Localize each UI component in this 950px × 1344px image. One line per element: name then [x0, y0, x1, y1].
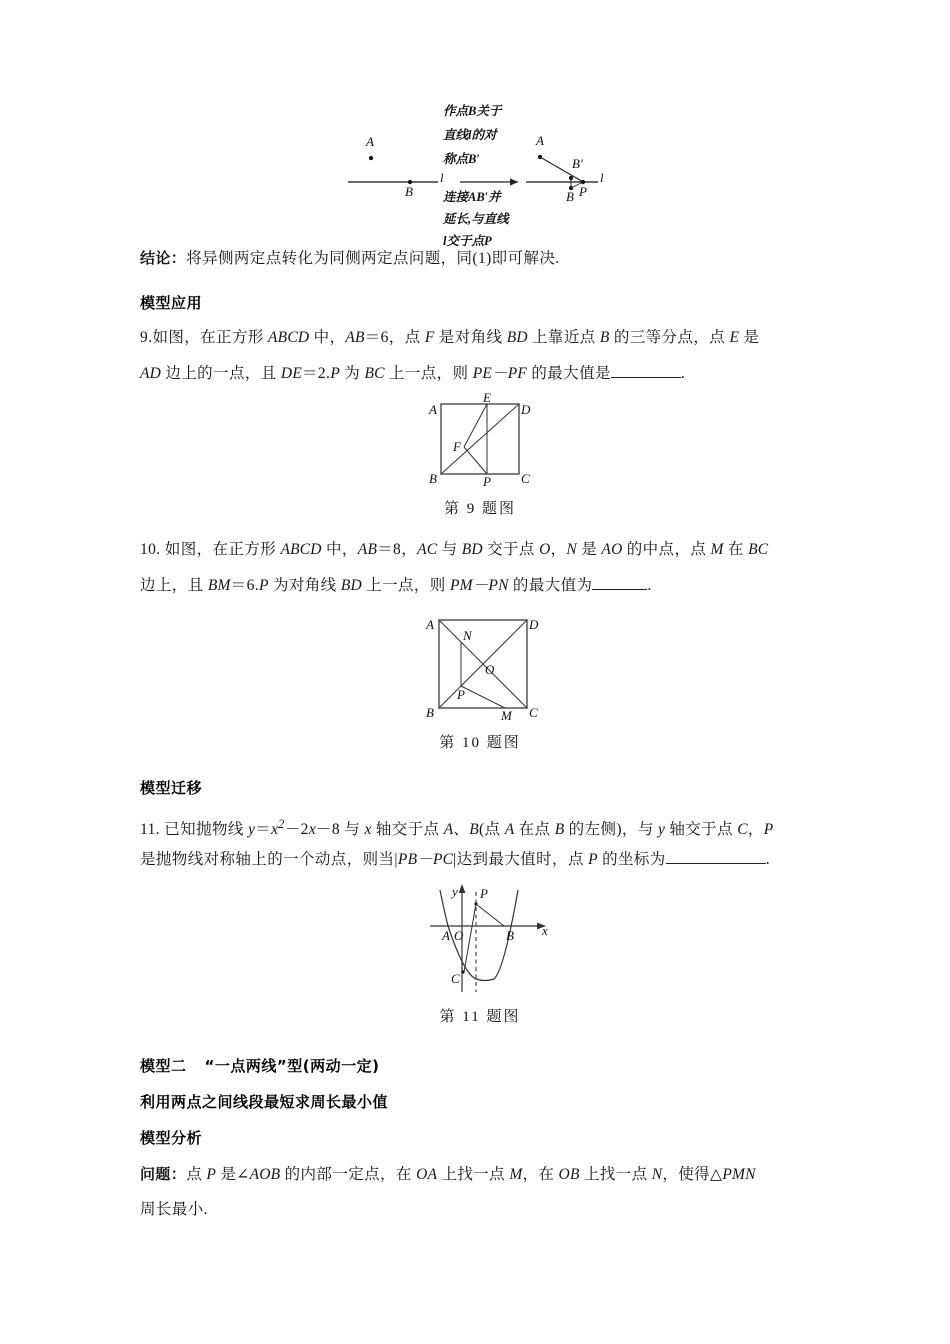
parabola-figure-11 — [418, 874, 558, 996]
p11-t1: 已知抛物线 — [160, 821, 249, 839]
problem-10-answer-blank[interactable] — [592, 575, 647, 590]
p11-B: B — [469, 821, 479, 839]
p10-t6: ， — [550, 541, 567, 558]
problem-9-number: 9. — [140, 329, 153, 346]
p10-ab: AB — [357, 541, 378, 558]
q-t2: 是∠ — [216, 1166, 250, 1183]
section-model-application — [140, 285, 820, 322]
point-a-label-right: A — [536, 133, 544, 148]
fig10-label-P: P — [457, 687, 465, 702]
p11-y: y — [248, 821, 256, 839]
fig9-label-E: E — [483, 390, 491, 405]
p9-t11: 上一点，则 — [384, 365, 473, 382]
p11-P2: P — [588, 851, 598, 868]
p9-pe-pf: PE－PF — [472, 365, 528, 382]
p11-t8: ， — [747, 821, 764, 839]
conclusion-text: 将异侧两定点转化为同侧两定点问题，同(1)即可解决. — [186, 250, 560, 267]
p10-t14: 的最大值为 — [508, 577, 593, 594]
p9-t9: ＝2. — [301, 365, 331, 382]
fig10-label-A: A — [426, 617, 434, 632]
p11-t7: 轴交于点 — [665, 821, 738, 839]
q-t6: 上找一点 — [579, 1166, 652, 1183]
p11-t10: |达到最大值时，点 — [453, 851, 589, 868]
model-two-subtitle-row — [140, 1084, 820, 1121]
model-analysis-row — [140, 1120, 820, 1157]
model-two-title-prefix: 模型二 — [140, 1057, 187, 1075]
p11-eq3: －8 与 — [315, 821, 365, 839]
p10-t5: 交于点 — [482, 541, 540, 558]
question-label: 问题： — [140, 1165, 187, 1183]
fig9-label-B: B — [429, 471, 437, 486]
p11-t4: (点 — [478, 821, 505, 839]
model-two-question-line-2 — [140, 1192, 820, 1228]
model-two-question-line-1 — [140, 1156, 820, 1193]
p9-t1: 如图，在正方形 — [152, 329, 269, 346]
q-P: P — [206, 1166, 217, 1183]
fig11-label-C: C — [451, 971, 460, 986]
p9-t6: 的三等分点，点 — [609, 329, 730, 346]
fig9-label-D: D — [521, 402, 531, 417]
annotation-above-line-3: 称点B′ — [443, 152, 480, 166]
q-t4: 上找一点 — [437, 1166, 510, 1183]
p10-bc: BC — [748, 541, 769, 558]
p9-abcd: ABCD — [268, 329, 310, 346]
p11-A2: A — [504, 821, 515, 839]
q-M: M — [509, 1166, 523, 1183]
p10-ac: AC — [417, 541, 438, 558]
fig10-label-B: B — [426, 705, 434, 720]
p11-t5: 在点 — [514, 821, 555, 839]
q-t1: 点 — [186, 1166, 207, 1183]
p11-A: A — [443, 821, 454, 839]
p9-b: B — [599, 329, 610, 346]
q-OA: OA — [416, 1166, 438, 1183]
p10-ao: AO — [601, 541, 623, 558]
p9-ab: AB — [345, 329, 365, 346]
p10-t7: 是 — [576, 541, 602, 558]
problem-11-number: 11. — [140, 821, 160, 839]
fig9-label-F: F — [453, 439, 461, 454]
p10-t8: 的中点，点 — [622, 541, 711, 558]
p9-bc: BC — [364, 365, 385, 382]
conclusion-label: 结论： — [140, 249, 187, 267]
problem-11-answer-blank[interactable] — [666, 849, 766, 864]
p11-yaxis: y — [658, 821, 666, 839]
problem-10-number: 10. — [140, 541, 161, 558]
p9-t4: 是对角线 — [434, 329, 507, 346]
problem-11-figure-caption: 第 11 题图 — [439, 1009, 521, 1025]
point-b-prime-label-right: B′ — [572, 156, 583, 171]
p10-t3: ＝8， — [377, 541, 418, 558]
p10-t9: 在 — [723, 541, 749, 558]
q-t5: ，在 — [522, 1166, 559, 1183]
fig11-label-O: O — [454, 928, 464, 943]
line-l-label-left: l — [440, 170, 444, 185]
fig11-label-y: y — [452, 884, 458, 899]
q-N: N — [651, 1166, 663, 1183]
fig11-label-A: A — [442, 928, 450, 943]
p9-e: E — [729, 329, 740, 346]
square-abcd-figure-10 — [417, 608, 552, 724]
p9-t5: 上靠近点 — [527, 329, 600, 346]
model-application-heading: 模型应用 — [140, 294, 203, 312]
p11-x2: x — [308, 821, 316, 839]
fig10-label-M: M — [501, 708, 512, 723]
fig11-label-B: B — [506, 928, 514, 943]
p11-t11: 的坐标为 — [597, 851, 666, 868]
p11-sup: 2 — [278, 817, 285, 831]
fig11-label-x: x — [542, 923, 548, 938]
p10-period: . — [647, 577, 652, 594]
problem-11-line-2 — [140, 842, 820, 878]
p11-xaxis: x — [364, 821, 372, 839]
q-t3: 的内部一定点，在 — [280, 1166, 417, 1183]
question-line-2-text: 周长最小. — [140, 1201, 208, 1218]
problem-10-figure-caption: 第 10 题图 — [439, 735, 521, 751]
square-abcd-figure-9 — [423, 392, 543, 488]
p9-t3: ＝6，点 — [364, 329, 425, 346]
model-transfer-heading: 模型迁移 — [140, 779, 203, 797]
fig10-label-O: O — [485, 662, 495, 677]
annotation-above-line-2: 直线l的对 — [443, 128, 497, 142]
p9-de: DE — [280, 365, 302, 382]
p10-t10: 边上，且 — [140, 577, 208, 594]
p10-bm: BM — [207, 577, 231, 594]
p10-t4: 与 — [437, 541, 462, 558]
p10-bd: BD — [461, 541, 483, 558]
p10-t2: 中， — [321, 541, 358, 558]
p10-t12: 为对角线 — [268, 577, 341, 594]
p11-eq1: ＝ — [255, 821, 272, 839]
problem-9-line-2 — [140, 356, 820, 392]
fig9-label-C: C — [521, 471, 530, 486]
fig11-label-P: P — [480, 886, 488, 901]
p11-eq2: －2 — [284, 821, 309, 839]
line-l-label-right: l — [600, 170, 604, 185]
reflection-construction-diagram — [340, 100, 630, 248]
section-model-transfer — [140, 770, 820, 807]
p9-t7: 是 — [739, 329, 760, 346]
problem-9-line-1 — [140, 320, 820, 356]
p10-o: O — [539, 541, 551, 558]
point-p-label-right: P — [579, 184, 587, 199]
annotation-below-line-3: l交于点P — [443, 234, 492, 248]
point-a-label-left: A — [366, 134, 374, 149]
p10-n: N — [566, 541, 577, 558]
p11-t2: 轴交于点 — [371, 821, 444, 839]
p10-abcd: ABCD — [280, 541, 322, 558]
p10-t1: 如图，在正方形 — [160, 541, 281, 558]
fig9-label-A: A — [429, 402, 437, 417]
conclusion-paragraph — [140, 240, 820, 277]
p9-t2: 中， — [309, 329, 346, 346]
p9-period: . — [680, 365, 686, 382]
p9-t12: 的最大值是 — [527, 365, 611, 382]
p10-p: P — [259, 577, 269, 594]
q-OB: OB — [558, 1166, 580, 1183]
p10-m: M — [710, 541, 724, 558]
fig10-label-C: C — [529, 705, 538, 720]
p9-t8: 边上的一点，且 — [161, 365, 281, 382]
p9-p: P — [330, 365, 340, 382]
p11-t3: 、 — [453, 821, 470, 839]
p9-t10: 为 — [339, 365, 365, 382]
fig10-label-N: N — [463, 628, 472, 643]
p11-period: . — [765, 851, 770, 868]
p11-pb-pc: PB－PC — [397, 851, 454, 868]
annotation-below-line-2: 延长,与直线 — [443, 212, 509, 226]
q-PMN: PMN — [722, 1166, 756, 1183]
p10-pm-pn: PM－PN — [449, 577, 509, 594]
fig10-label-D: D — [529, 617, 539, 632]
p11-C: C — [737, 821, 748, 839]
problem-10-line-1 — [140, 532, 820, 568]
model-analysis-heading: 模型分析 — [140, 1129, 203, 1147]
q-AOB: AOB — [249, 1166, 281, 1183]
q-t7: ，使得△ — [662, 1166, 723, 1183]
model-two-title-row — [140, 1048, 820, 1085]
annotation-below-line-1: 连接AB′并 — [443, 190, 501, 204]
p11-t6: 的左侧)，与 — [564, 821, 659, 839]
p10-t13: 上一点，则 — [361, 577, 450, 594]
point-b-label-left: B — [405, 184, 413, 199]
p10-bd2: BD — [340, 577, 362, 594]
annotation-above-line-1: 作点B关于 — [443, 104, 502, 118]
model-two-title: “一点两线”型(两动一定) — [204, 1057, 380, 1075]
p9-ad: AD — [140, 365, 162, 382]
p10-t11: ＝6. — [230, 577, 259, 594]
fig9-label-P: P — [483, 474, 491, 489]
p9-f: F — [424, 329, 435, 346]
p9-bd: BD — [506, 329, 528, 346]
p11-x: x — [271, 821, 279, 839]
problem-9-answer-blank[interactable] — [611, 363, 681, 378]
problem-10-line-2 — [140, 568, 820, 604]
p11-t9: 是抛物线对称轴上的一个动点，则当| — [140, 851, 398, 868]
problem-9-figure-caption: 第 9 题图 — [443, 501, 516, 517]
point-b-label-right: B — [566, 189, 574, 204]
p11-P: P — [763, 821, 774, 839]
p11-B2: B — [554, 821, 565, 839]
model-two-subtitle: 利用两点之间线段最短求周长最小值 — [140, 1093, 389, 1111]
